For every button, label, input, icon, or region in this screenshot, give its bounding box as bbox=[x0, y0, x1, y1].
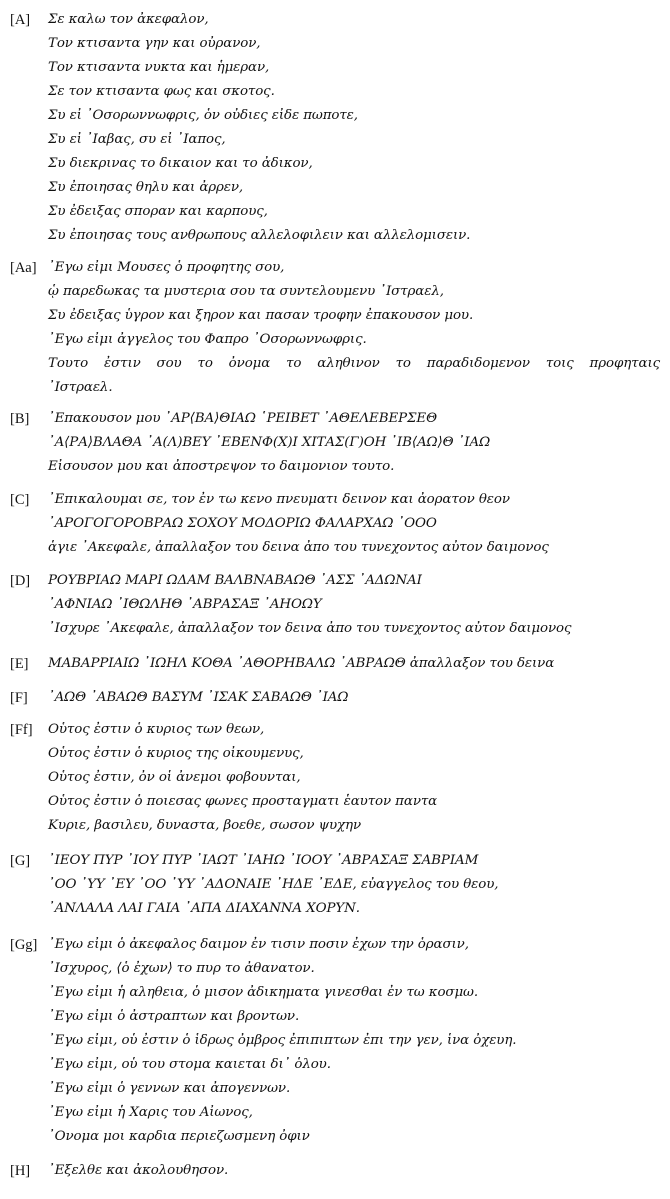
verse-line: ΡΟΥΒΡΙΑΩ ΜΑΡΙ ΩΔΑΜ ΒΑΛΒΝΑΒΑΩΘ ᾿ΑΣΣ ᾿ΑΔΩΝΑΙ bbox=[48, 573, 422, 588]
section-label: [Ff] bbox=[10, 722, 33, 738]
verse-line: Συ ἐδειξας σποραν και καρπους, bbox=[48, 204, 268, 219]
verse-line: ᾿Ισχυρος, ⟨ὁ ἐχων⟩ το πυρ το ἀθανατον. bbox=[48, 961, 315, 976]
section-label: [C] bbox=[10, 492, 30, 508]
section-label: [B] bbox=[10, 411, 30, 427]
verse-line: ᾿Ισχυρε ᾿Ακεφαλε, ἀπαλλαξον τον δεινα ἀπο του τυνεχοντος αὐτον δαιμονος bbox=[48, 621, 572, 636]
section-label: [G] bbox=[10, 853, 31, 869]
verse-line: ᾿Εγω εἰμι ὁ ἀκεφαλος δαιμον ἐν τισιν ποσιν ἐχων την ὁρασιν, bbox=[48, 937, 469, 952]
verse-line: ᾿Εγω εἰμι Μουσες ὁ προφητης σου, bbox=[48, 260, 285, 275]
section-label: [H] bbox=[10, 1163, 31, 1179]
verse-line: ᾿ΑΡΟΓΟΓΟΡΟΒΡΑΩ ΣΟΧΟΥ ΜΟΔΟΡΙΩ ΦΑΛΑΡΧΑΩ ᾿ΟΟΟ bbox=[48, 516, 437, 531]
verse-line: Συ εἰ ᾿Οσορωννωφρις, ὁν οὐδιες εἰδε πωποτε, bbox=[48, 108, 358, 123]
verse-line: ᾿ΑΦΝΙΑΩ ᾿ΙΘΩΛΗΘ ᾿ΑΒΡΑΣΑΞ ᾿ΑΗΟΩΥ bbox=[48, 597, 322, 612]
verse-line: ᾿Εγω εἰμι, οὑ του στομα καιεται δι᾿ ὁλου. bbox=[48, 1057, 331, 1072]
verse-line: Εἰσουσον μου και ἀποστρεψον το δαιμονιον τουτο. bbox=[48, 459, 395, 474]
verse-block bbox=[48, 569, 660, 641]
verse-line: ᾿ΟΟ ᾿ΥΥ ᾿ΕΥ ᾿ΟΟ ᾿ΥΥ ᾿ΑΔΟΝΑΙΕ ᾿ΗΔΕ ᾿ΕΔΕ, εὐαγγελος του θεου, bbox=[48, 877, 499, 892]
verse-line: Συ ἐποιησας θηλυ και ἀρρεν, bbox=[48, 180, 244, 195]
section-label: [F] bbox=[10, 690, 28, 706]
verse-block bbox=[48, 686, 660, 710]
section-label: [E] bbox=[10, 656, 29, 672]
section-label: [A] bbox=[10, 12, 31, 28]
verse-line: Τον κτισαντα γην και οὐρανον, bbox=[48, 36, 261, 51]
verse-line: Συ διεκρινας το δικαιον και το ἀδικον, bbox=[48, 156, 313, 171]
verse-line: Σε τον κτισαντα φως και σκοτος. bbox=[48, 84, 275, 99]
verse-line: Σε καλω τον ἀκεφαλον, bbox=[48, 12, 209, 27]
section-label: [D] bbox=[10, 573, 31, 589]
verse-block bbox=[48, 488, 660, 560]
section-label: [Gg] bbox=[10, 937, 38, 953]
verse-line: ᾿Εγω εἰμι ὁ ἀστραπτων και βροντων. bbox=[48, 1009, 300, 1024]
verse-line: Συ ἐποιησας τους ανθρωπους αλλελοφιλειν και αλλελομισειν. bbox=[48, 228, 471, 243]
verse-line: ΜΑΒΑΡΡΙΑΙΩ ᾿ΙΩΗΛ ΚΟΘΑ ᾿ΑΘΟΡΗΒΑΛΩ ᾿ΑΒΡΑΩΘ ἀπαλλαξον του δεινα bbox=[48, 656, 555, 671]
verse-block bbox=[48, 1159, 660, 1183]
verse-line: ᾿Εγω εἰμι ὁ γεννων και ἀπογεννων. bbox=[48, 1081, 291, 1096]
verse-block bbox=[48, 849, 660, 921]
verse-line: ᾿Εγω εἰμι ἀγγελος του Φαπρο ᾿Οσορωννωφρις. bbox=[48, 332, 367, 347]
verse-line: ᾿Εξελθε και ἀκολουθησον. bbox=[48, 1163, 229, 1178]
verse-line: Οὑτος ἐστιν ὁ ποιεσας φωνες προσταγματι ἑαυτον παντα bbox=[48, 794, 438, 809]
verse-line: ᾿Εγω εἰμι ἡ αληθεια, ὁ μισον ἀδικηματα γινεσθαι ἐν τω κοσμω. bbox=[48, 985, 479, 1000]
verse-line: Συ εἰ ᾿Ιαβας, συ εἰ ᾿Ιαπος, bbox=[48, 132, 226, 147]
verse-line: ᾿Εγω εἰμι, οὑ ἐστιν ὁ ἱδρως ὀμβρος ἐπιπιπτων ἐπι την γεν, ἱνα ὀχευη. bbox=[48, 1033, 517, 1048]
verse-line: ᾿Α⟨ΡΑ⟩ΒΛΑΘΑ ᾿Α(Λ)ΒΕΥ ᾿ΕΒΕΝΦ(Χ)Ι ΧΙΤΑΣ(Γ)ΟΗ ᾿ΙΒ⟨ΑΩ⟩Θ ᾿ΙΑΩ bbox=[48, 435, 491, 450]
verse-line: Οὑτος ἐστιν, ὀν οἱ ἀνεμοι φοβουνται, bbox=[48, 770, 301, 785]
verse-line: ἁγιε ᾿Ακεφαλε, ἀπαλλαξον του δεινα ἀπο του τυνεχοντος αὐτον δαιμονος bbox=[48, 540, 549, 555]
verse-line: ᾿ΙΕΟΥ ΠΥΡ ᾿ΙΟΥ ΠΥΡ ᾿ΙΑΩΤ ᾿ΙΑΗΩ ᾿ΙΟΟΥ ᾿ΑΒΡΑΣΑΞ ΣΑΒΡΙΑΜ bbox=[48, 853, 479, 868]
verse-block bbox=[48, 407, 660, 479]
verse-block bbox=[48, 256, 660, 400]
verse-line: Οὑτος ἐστιν ὁ κυριος της οἰκουμενυς, bbox=[48, 746, 304, 761]
verse-line: ᾿Επακουσον μου ᾿ΑΡ⟨ΒΑ⟩ΘΙΑΩ ῾ΡΕΙΒΕΤ ᾿ΑΘΕΛΕΒΕΡΣΕΘ bbox=[48, 411, 437, 426]
verse-block bbox=[48, 652, 660, 676]
verse-line: ᾿ΑΝΛΑΛΑ ΛΑΙ ΓΑΙΑ ᾿ΑΠΑ ΔΙΑΧΑΝΝΑ ΧΟΡΥΝ. bbox=[48, 901, 360, 916]
verse-line: ᾿Ιστραελ. bbox=[48, 380, 113, 395]
verse-line: Οὑτος ἐστιν ὁ κυριος των θεων, bbox=[48, 722, 265, 737]
verse-line: ᾿Επικαλουμαι σε, τον ἐν τω κενο πνευματι δεινον και ἀορατον θεον bbox=[48, 492, 510, 507]
verse-line: ᾿ΑΩΘ ᾿ΑΒΑΩΘ ΒΑΣΥΜ ᾿ΙΣΑΚ ΣΑΒΑΩΘ ᾿ΙΑΩ bbox=[48, 690, 349, 705]
verse-line: ᾿Εγω εἰμι ἡ Χαρις του Αἰωνος, bbox=[48, 1105, 253, 1120]
verse-block bbox=[48, 8, 660, 248]
section-label: [Aa] bbox=[10, 260, 37, 276]
verse-line: Τουτο ἐστιν σου το ὀνομα το αληθινον το παραδιδομενον τοις προφηταις bbox=[48, 356, 660, 371]
verse-line: Κυριε, βασιλευ, δυναστα, βοεθε, σωσον ψυχην bbox=[48, 818, 361, 833]
verse-block bbox=[48, 718, 660, 838]
verse-line: Συ ἐδειξας ὑγρον και ξηρον και πασαν τροφην ἐπακουσον μου. bbox=[48, 308, 474, 323]
verse-line: ᾡ παρεδωκας τα μυστερια σου τα συντελουμενυ ᾿Ιστραελ, bbox=[48, 284, 444, 299]
verse-line: ᾿Ονομα μοι καρδια περιεζωσμενη ὀφιν bbox=[48, 1129, 310, 1144]
verse-block bbox=[48, 933, 660, 1149]
verse-line: Τον κτισαντα νυκτα και ἡμεραν, bbox=[48, 60, 270, 75]
